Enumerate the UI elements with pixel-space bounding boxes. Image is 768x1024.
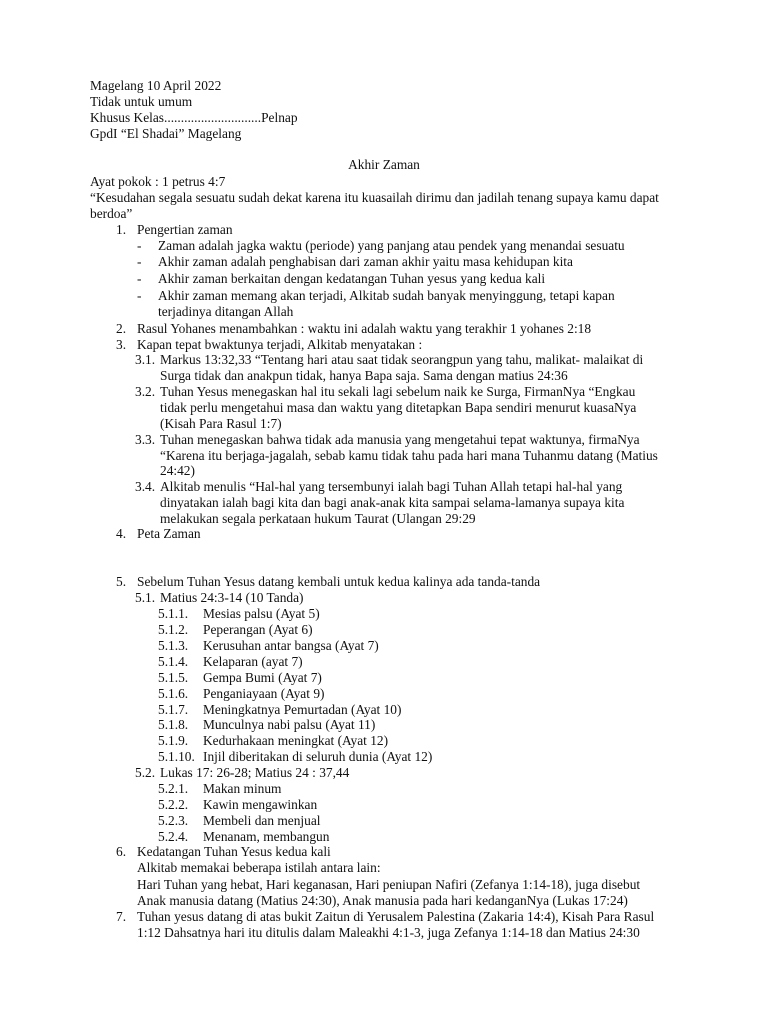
item-number: 3.2. bbox=[135, 384, 156, 399]
section-number: 3. bbox=[116, 337, 127, 352]
sign-number: 5.1.2. bbox=[158, 622, 189, 637]
sign-text: Menanam, membangun bbox=[203, 829, 330, 844]
sign-text: Mesias palsu (Ayat 5) bbox=[203, 606, 320, 621]
header-place-date: Magelang 10 April 2022 bbox=[90, 78, 222, 93]
item-number: 3.1. bbox=[135, 352, 156, 367]
header-restriction: Tidak untuk umum bbox=[90, 94, 193, 109]
section-number: 4. bbox=[116, 526, 127, 541]
sign-number: 5.1.9. bbox=[158, 733, 189, 748]
subsection-title: Lukas 17: 26-28; Matius 24 : 37,44 bbox=[160, 765, 350, 780]
sign-text: Peperangan (Ayat 6) bbox=[203, 622, 313, 637]
item-text: “Karena itu berjaga-jagalah, sebab kamu tidak tahu pada hari mana Tuhanmu datang (Matius bbox=[160, 448, 658, 463]
section-text: 1:12 Dahsatnya hari itu ditulis dalam Maleakhi 4:1-3, juga Zefanya 1:14-18 dan Matius 24:30 bbox=[137, 925, 640, 940]
sign-number: 5.2.3. bbox=[158, 813, 189, 828]
sign-text: Kedurhakaan meningkat (Ayat 12) bbox=[203, 733, 389, 748]
bullet-mark: - bbox=[137, 238, 142, 253]
subsection-number: 5.2. bbox=[135, 765, 156, 780]
item-text: Tuhan menegaskan bahwa tidak ada manusia yang mengetahui tepat waktunya, firmaNya bbox=[160, 432, 640, 447]
sign-text: Kelaparan (ayat 7) bbox=[203, 654, 303, 669]
item-number: 3.3. bbox=[135, 432, 156, 447]
bullet-text: terjadinya ditangan Allah bbox=[158, 304, 294, 319]
bullet-text: Akhir zaman memang akan terjadi, Alkitab sudah banyak menyinggung, tetapi kapan bbox=[158, 288, 615, 303]
section-text: Anak manusia datang (Matius 24:30), Anak manusia pada hari kedanganNya (Lukas 17:24) bbox=[137, 893, 628, 908]
item-text: Tuhan Yesus menegaskan hal itu sekali lagi sebelum naik ke Surga, FirmanNya “Engkau bbox=[160, 384, 636, 399]
sign-text: Makan minum bbox=[203, 781, 282, 796]
section-title: Kapan tepat bwaktunya terjadi, Alkitab menyatakan : bbox=[137, 337, 423, 352]
section-text: Tuhan yesus datang di atas bukit Zaitun di Yerusalem Palestina (Zakaria 14:4), Kisah Para Rasul bbox=[137, 909, 655, 924]
sign-text: Meningkatnya Pemurtadan (Ayat 10) bbox=[203, 702, 402, 717]
section-title: Sebelum Tuhan Yesus datang kembali untuk kedua kalinya ada tanda-tanda bbox=[137, 574, 541, 589]
sign-text: Penganiayaan (Ayat 9) bbox=[203, 686, 325, 701]
item-text: melakukan segala perkataan hukum Taurat (Ulangan 29:29 bbox=[160, 511, 476, 526]
section-text: Hari Tuhan yang hebat, Hari keganasan, Hari peniupan Nafiri (Zefanya 1:14-18), juga disebut bbox=[137, 877, 641, 892]
sign-number: 5.2.2. bbox=[158, 797, 189, 812]
sign-number: 5.1.5. bbox=[158, 670, 189, 685]
item-text: Markus 13:32,33 “Tentang hari atau saat tidak seorangpun yang tahu, malikat- malaikat di bbox=[160, 352, 644, 367]
bullet-mark: - bbox=[137, 271, 142, 286]
document-title: Akhir Zaman bbox=[348, 157, 420, 172]
bullet-text: Akhir zaman adalah penghabisan dari zaman akhir yaitu masa kehidupan kita bbox=[158, 254, 573, 269]
section-number: 7. bbox=[116, 909, 127, 924]
sign-text: Injil diberitakan di seluruh dunia (Ayat 12) bbox=[203, 749, 433, 764]
item-text: 24:42) bbox=[160, 463, 195, 478]
bullet-mark: - bbox=[137, 288, 142, 303]
bullet-text: Zaman adalah jagka waktu (periode) yang panjang atau pendek yang menandai sesuatu bbox=[158, 238, 625, 253]
sign-text: Gempa Bumi (Ayat 7) bbox=[203, 670, 322, 685]
sign-number: 5.1.3. bbox=[158, 638, 189, 653]
sign-number: 5.2.4. bbox=[158, 829, 189, 844]
section-text: Alkitab memakai beberapa istilah antara lain: bbox=[137, 860, 381, 875]
section-title: Pengertian zaman bbox=[137, 222, 233, 237]
sign-text: Kawin mengawinkan bbox=[203, 797, 318, 812]
key-verse-line: berdoa” bbox=[90, 206, 133, 221]
item-text: (Kisah Para Rasul 1:7) bbox=[160, 416, 282, 431]
sign-number: 5.1.8. bbox=[158, 717, 189, 732]
header-church: GpdI “El Shadai” Magelang bbox=[90, 126, 242, 141]
section-number: 1. bbox=[116, 222, 127, 237]
sign-number: 5.1.4. bbox=[158, 654, 189, 669]
sign-number: 5.2.1. bbox=[158, 781, 189, 796]
sign-number: 5.1.10. bbox=[158, 749, 195, 764]
item-text: dinyatakan ialah bagi kita dan bagi anak-anak kita sampai selama-lamanya supaya kita bbox=[160, 495, 625, 510]
bullet-text: Akhir zaman berkaitan dengan kedatangan Tuhan yesus yang kedua kali bbox=[158, 271, 546, 286]
section-number: 2. bbox=[116, 321, 127, 336]
sign-text: Munculnya nabi palsu (Ayat 11) bbox=[203, 717, 376, 732]
sign-number: 5.1.7. bbox=[158, 702, 189, 717]
section-number: 6. bbox=[116, 844, 127, 859]
subsection-title: Matius 24:3-14 (10 Tanda) bbox=[160, 590, 304, 605]
key-verse-label: Ayat pokok : 1 petrus 4:7 bbox=[90, 174, 226, 189]
sign-number: 5.1.6. bbox=[158, 686, 189, 701]
section-text: Rasul Yohanes menambahkan : waktu ini adalah waktu yang terakhir 1 yohanes 2:18 bbox=[137, 321, 592, 336]
item-number: 3.4. bbox=[135, 479, 156, 494]
header-audience: Khusus Kelas.............................Pelnap bbox=[90, 110, 298, 125]
item-text: Alkitab menulis “Hal-hal yang tersembunyi ialah bagi Tuhan Allah tetapi hal-hal yang bbox=[160, 479, 623, 494]
subsection-number: 5.1. bbox=[135, 590, 156, 605]
item-text: Surga tidak dan anakpun tidak, hanya Bapa saja. Sama dengan matius 24:36 bbox=[160, 368, 568, 383]
sign-number: 5.1.1. bbox=[158, 606, 189, 621]
sign-text: Membeli dan menjual bbox=[203, 813, 321, 828]
bullet-mark: - bbox=[137, 254, 142, 269]
item-text: tidak perlu mengetahui masa dan waktu yang ditetapkan Bapa sendiri menurut kuasaNya bbox=[160, 400, 637, 415]
section-text: Peta Zaman bbox=[137, 526, 201, 541]
section-title: Kedatangan Tuhan Yesus kedua kali bbox=[137, 844, 331, 859]
section-number: 5. bbox=[116, 574, 127, 589]
sign-text: Kerusuhan antar bangsa (Ayat 7) bbox=[203, 638, 379, 653]
key-verse-line: “Kesudahan segala sesuatu sudah dekat karena itu kuasailah dirimu dan jadilah tenang supaya kamu dapat bbox=[90, 190, 659, 205]
